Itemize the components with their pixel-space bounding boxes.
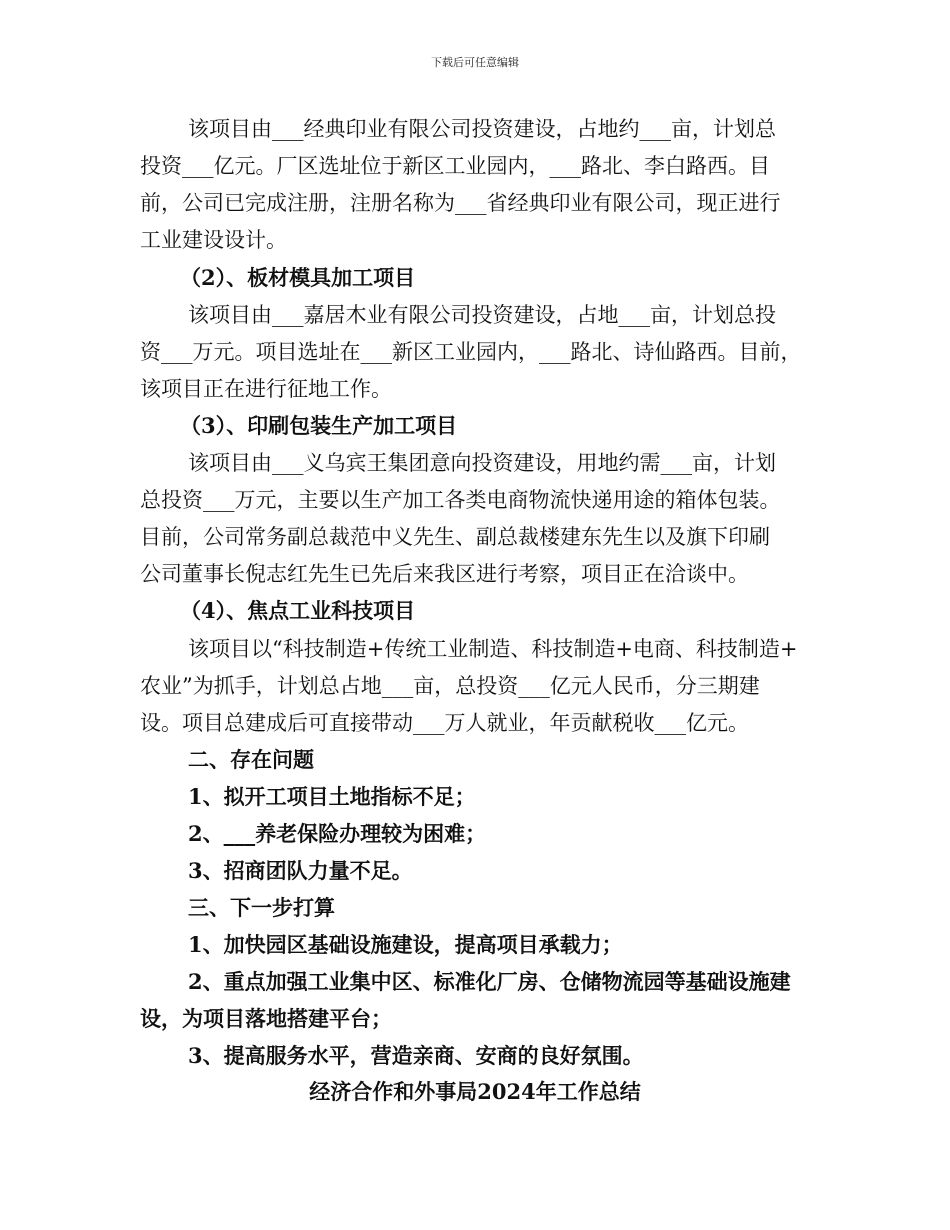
text-line: 1、拟开工项目土地指标不足； [188,784,476,809]
text-line: 该项目以“科技制造+传统工业制造、科技制造+电商、科技制造+ [188,637,798,661]
text-line: 设，为项目落地搭建平台； [140,1006,392,1031]
text-line: 该项目由___经典印业有限公司投资建设，占地约___亩，计划总 [188,117,776,141]
text-line: 3、招商团队力量不足。 [188,858,413,883]
text-line: 1、加快园区基础设施建设，提高项目承载力； [188,932,623,957]
text-line: 目前，公司常务副总裁范中义先生、副总裁楼建东先生以及旗下印刷 [140,525,770,549]
text-line: （3）、印刷包装生产加工项目 [180,413,458,438]
text-line: （2）、板材模具加工项目 [180,265,416,290]
text-line: 资___万元。项目选址在___新区工业园内，___路北、诗仙路西。目前， [140,340,802,364]
text-line: 投资___亿元。厂区选址位于新区工业园内，___路北、李白路西。目 [140,154,770,178]
page-header: 下载后可任意编辑 [431,56,519,69]
text-line: 三、下一步打算 [188,895,335,920]
text-line: 二、存在问题 [188,747,314,772]
text-line: 总投资___万元，主要以生产加工各类电商物流快递用途的箱体包装。 [140,488,781,512]
text-line: 该项目正在进行征地工作。 [140,377,392,401]
text-line: 2、重点加强工业集中区、标准化厂房、仓储物流园等基础设施建 [188,969,791,994]
text-line: 该项目由___义乌宾王集团意向投资建设，用地约需___亩，计划 [188,451,776,475]
text-line: 2、___养老保险办理较为困难； [188,821,487,846]
text-line: 设。项目总建成后可直接带动___万人就业，年贡献税收___亿元。 [140,711,749,735]
text-line: 农业”为抓手，计划总占地___亩，总投资___亿元人民币，分三期建 [140,674,760,698]
text-line: 前，公司已完成注册，注册名称为___省经典印业有限公司，现正进行 [140,191,781,215]
text-line: （4）、焦点工业科技项目 [180,598,416,623]
text-line: 该项目由___嘉居木业有限公司投资建设，占地___亩，计划总投 [188,303,776,327]
text-line: 公司董事长倪志红先生已先后来我区进行考察，项目正在洽谈中。 [140,562,749,586]
document-title: 经济合作和外事局2024年工作总结 [309,1079,641,1104]
text-line: 工业建设设计。 [140,228,287,252]
text-line: 3、提高服务水平，营造亲商、安商的良好氛围。 [188,1043,644,1068]
